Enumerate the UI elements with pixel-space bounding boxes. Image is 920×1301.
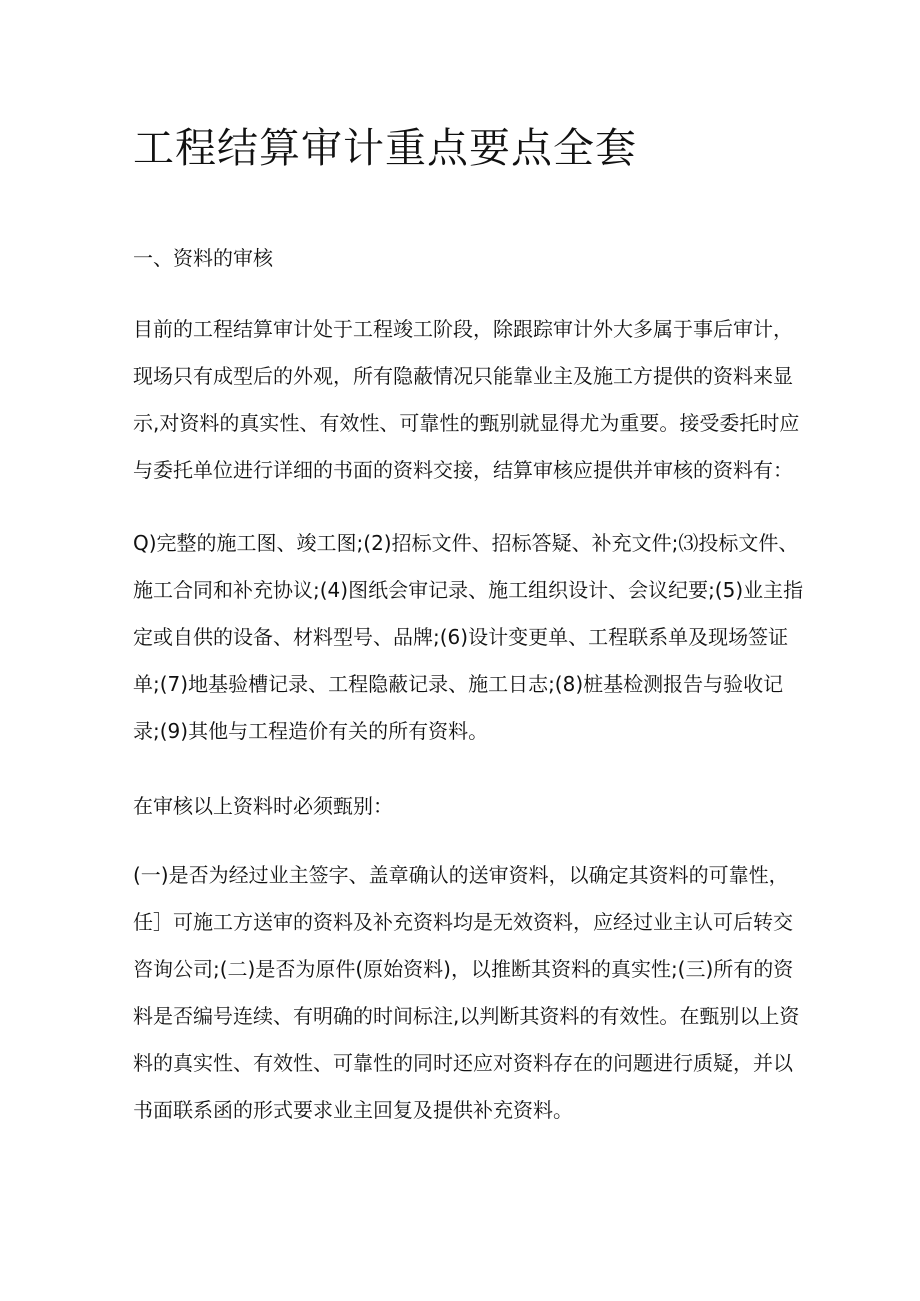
paragraph-line: 录;(9)其他与工程造价有关的所有资料。 xyxy=(133,719,489,743)
paragraph-line: 料的真实性、有效性、可靠性的同时还应对资料存在的问题进行质疑，并以 xyxy=(133,1051,793,1075)
paragraph-required-materials xyxy=(133,520,808,755)
paragraph-line: 与委托单位进行详细的书面的资料交接，结算审核应提供并审核的资料有： xyxy=(133,458,793,482)
paragraph-line: 目前的工程结算审计处于工程竣工阶段，除跟踪审计外大多属于事后审计， xyxy=(133,317,793,341)
paragraph-line: 定或自供的设备、材料型号、品牌;(6)设计变更单、工程联系单及现场签证 xyxy=(133,625,789,649)
paragraph-screening-criteria xyxy=(133,852,808,1134)
paragraph-screening-lead xyxy=(133,791,808,821)
paragraph-line: 现场只有成型后的外观，所有隐蔽情况只能靠业主及施工方提供的资料来显 xyxy=(133,364,793,388)
paragraph-line: 在审核以上资料时必须甄别： xyxy=(133,794,393,818)
document-title: 工程结算审计重点要点全套 xyxy=(133,124,637,172)
paragraph-intro xyxy=(133,306,808,494)
paragraph-line: 任］可施工方送审的资料及补充资料均是无效资料，应经过业主认可后转交 xyxy=(133,910,793,934)
paragraph-line: Q)完整的施工图、竣工图;(2)招标文件、招标答疑、补充文件;⑶投标文件、 xyxy=(133,531,799,555)
paragraph-line: 单;(7)地基验槽记录、工程隐蔽记录、施工日志;(8)桩基检测报告与验收记 xyxy=(133,672,784,696)
section-heading: 一、资料的审核 xyxy=(133,246,273,270)
paragraph-line: 书面联系函的形式要求业主回复及提供补充资料。 xyxy=(133,1098,573,1122)
paragraph-line: 咨询公司;(二)是否为原件(原始资料)，以推断其资料的真实性;(三)所有的资 xyxy=(133,957,794,981)
paragraph-line: (一)是否为经过业主签字、盖章确认的送审资料，以确定其资料的可靠性， xyxy=(133,863,789,887)
paragraph-line: 施工合同和补充协议;(4)图纸会审记录、施工组织设计、会议纪要;(5)业主指 xyxy=(133,578,804,602)
paragraph-line: 料是否编号连续、有明确的时间标注,以判断其资料的有效性。在甄别以上资 xyxy=(133,1004,800,1028)
paragraph-line: 示,对资料的真实性、有效性、可靠性的甄别就显得尤为重要。接受委托时应 xyxy=(133,411,800,435)
